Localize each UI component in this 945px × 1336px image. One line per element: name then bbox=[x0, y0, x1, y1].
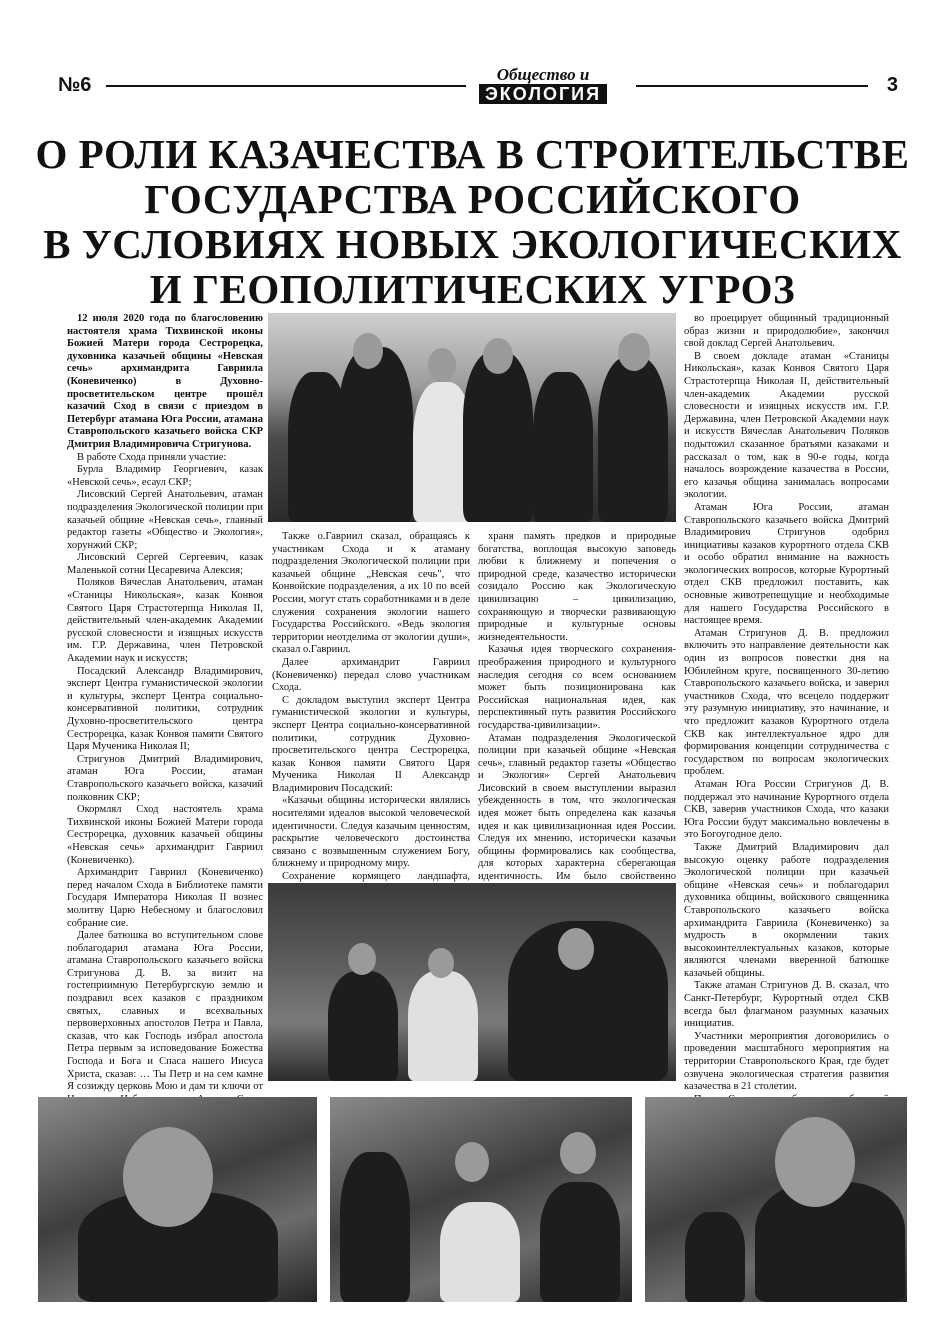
headline-line: ГОСУДАРСТВА РОССИЙСКОГО bbox=[144, 176, 801, 222]
paragraph: Далее архимандрит Гавриил (Коневиченко) передал слово участникам Схода. bbox=[272, 656, 470, 694]
paragraph: Казачья идея творческого сохранения-преображения природного и культурного наследия сегодня со всем основанием может быть позиционирована как Российская национальная идея, как перспективный путь развития Российского государства-цивилизации». bbox=[478, 644, 676, 731]
meeting-photo-library bbox=[268, 883, 676, 1081]
paragraph: Атаман Стригунов Д. В. предложил включить это направление деятельности как один из вопросов повестки дня на Юбилейном круге, посвященного 30-летию Ставропольского казачьего войска, и заверил участников Схода, что всецело поддержит эту разумную инициативу, это начинание, и что предложит казаков Курортного отдела СКВ как интеллектуальное ядро для формирования концепции сотрудничества с государством по вопросам экологических проблем. bbox=[684, 627, 889, 778]
article-column-1 bbox=[67, 313, 263, 1093]
header-rule-left bbox=[106, 85, 466, 87]
header-rule-right bbox=[636, 85, 868, 87]
article-column-2 bbox=[272, 531, 470, 889]
logo-top-text: Общество и bbox=[496, 65, 590, 84]
logo-bottom-text: ЭКОЛОГИЯ bbox=[479, 84, 607, 104]
paragraph: Лисовский Сергей Сергеевич, казак Маленькой сотни Цесаревича Алексия; bbox=[67, 552, 263, 576]
paragraph: Участники мероприятия договорились о проведении масштабного мероприятия на территории Ставропольского Края, где будет озвучена экологическая стратегия развития казачества в 21 столетии. bbox=[684, 1030, 889, 1093]
paragraph: «Казачьи общины исторически являлись носителями идеалов высокой человеческой идентичности. Следуя казачьим ценностям, раскрытие человеческого достоинства связано с возвышенным служением Богу, ближнему и природному миру. bbox=[272, 795, 470, 870]
paragraph: В своем докладе атаман «Станицы Никольская», казак Конвоя Святого Царя Страстотерпца Николая II, действительный член-академик Академии русской словесности и изящных искусств им. Г.Р. Державина, член Петровской Академии наук и искусств Вячеслав Анатольевич Поляков подытожил сказанное братьями казаками и рассказал о том, как в 90-е годы, когда началось возрождение казачества в России, его казачья община занималась вопросами экологии. bbox=[684, 350, 889, 501]
headline-line: И ГЕОПОЛИТИЧЕСКИХ УГРОЗ bbox=[149, 266, 796, 312]
portrait-photo-1 bbox=[38, 1097, 317, 1302]
headline-line: В УСЛОВИЯХ НОВЫХ ЭКОЛОГИЧЕСКИХ bbox=[43, 221, 902, 267]
paragraph: Лисовский Сергей Анатольевич, атаман подразделения Экологической полиции при казачьей общине «Невская сечь», главный редактор газеты «Общество и Экология», хорунжий СКР; bbox=[67, 489, 263, 551]
paragraph: Посадский Александр Владимирович, эксперт Центра гуманистической экологии и культуры, эксперт Центра социально-консервативной политики, сотрудник Духовно-просветительского центра Сестрорецка, казак Конвоя памяти Святого Царя Мученика Николая II; bbox=[67, 665, 263, 753]
paragraph: Поляков Вячеслав Анатольевич, атаман «Станицы Никольская», казак Конвоя Святого Царя Страстотерпца Николая II, действительный член-академик Академии русской словесности и изящных искусств им. Г.Р. Державина, член Петровской Академии наук и искусств; bbox=[67, 577, 263, 665]
page-number: 3 bbox=[886, 74, 898, 96]
portrait-photo-3 bbox=[645, 1097, 907, 1302]
group-photo-outdoor bbox=[268, 313, 676, 522]
article-headline bbox=[30, 132, 915, 312]
paragraph: Стригунов Дмитрий Владимирович, атаман Юга России, атаман Ставропольского казачьего войска, казачий полковник СКР; bbox=[67, 753, 263, 803]
page-header bbox=[48, 66, 898, 106]
paragraph: Архимандрит Гавриил (Коневиченко) перед началом Схода в Библиотеке памяти Государя Императора Николая II вознес молитву Царю Небесному и благословил собрание сие. bbox=[67, 867, 263, 929]
paragraph: Атаман подразделения Экологической полиции при казачьей общине «Невская сечь», главный редактор газеты «Общество и Экология» Сергей Анатольевич Лисовский в своем выступлении выразил убежденность в том, что экологическая идея может быть определена как казачья идея и как цивилизационная идея России. Следуя их мнению, исторически казачьи общины формировались как сообщества, для которых характерна сберегающая идентичность. Им было свойственно bbox=[478, 732, 676, 883]
headline-line: О РОЛИ КАЗАЧЕСТВА В СТРОИТЕЛЬСТВЕ bbox=[35, 131, 910, 177]
article-column-3 bbox=[478, 531, 676, 889]
paragraph: Также Дмитрий Владимирович дал высокую оценку работе подразделения Экологической полиции при казачьей общине «Невская сечь» и поблагодарил духовника общины, войскового священника Ставропольского казачьего войска архимандрита Гавриила (Коневиченко) за мудрость в окормлении таких высокоинтеллектуальных казаков, которые являются членами вверенной батюшке казачьей общины. bbox=[684, 841, 889, 979]
paragraph: во проецирует общинный традиционный образ жизни и природолюбие», закончил свой доклад Сергей Анатольевич. bbox=[684, 313, 889, 350]
paragraph: Атаман Юга России Стригунов Д. В. поддержал это начинание Курортного отдела СКВ, заверив участников Схода, что казаки Юга России будут максимально вовлечены в это Богоугодное дело. bbox=[684, 778, 889, 841]
paragraph: 12 июля 2020 года по благословению настоятеля храма Тихвинской иконы Божией Матери города Сестрорецка, духовника казачьей общины «Невская сечь» архимандрита Гавриила (Коневиченко) в Духовно-просветительском центре прошёл казачий Сход в связи с приездом в Петербург атамана Юга России, атамана Ставропольского казачьего войска СКР Дмитрия Владимировича Стригунова. bbox=[67, 313, 263, 450]
meeting-photo-2 bbox=[330, 1097, 632, 1302]
paragraph: В работе Схода приняли участие: bbox=[77, 451, 227, 463]
paragraph: Сохранение кормящего ландшафта, bbox=[282, 871, 470, 883]
paragraph: Бурла Владимир Георгиевич, казак «Невской сечь», есаул СКР; bbox=[67, 464, 263, 488]
issue-number: №6 bbox=[58, 74, 92, 96]
paragraph: Атаман Юга России, атаман Ставропольского казачьего войска Дмитрий Владимирович Стригунов одобрил инициативы казаков курортного отдела СКВ и особо обратил внимание на важность экологических вопросов, которые Курортный отдел СКВ предложил поставить, как основные животрепещущие и необходимые для нашего Государства Российского в настоящее время. bbox=[684, 501, 889, 627]
paragraph: храня память предков и природные богатства, воплощая высокую заповедь любви к ближнему и попечения о природной среде, казачество исторически созидало Россию как Экологическую цивилизацию – цивилизацию, сохраняющую и творчески развивающую природные и культурные основы жизнедеятельности. bbox=[478, 531, 676, 643]
paragraph: Также атаман Стригунов Д. В. сказал, что Санкт-Петербург, Курортный отдел СКВ всегда был флагманом разумных казачьих инициатив. bbox=[684, 980, 889, 1030]
paragraph: С докладом выступил эксперт Центра гуманистической экологии и культуры, эксперт Центра социально-консервативной политики, сотрудник Духовно-просветительского центра Сестрорецка, казак Конвоя памяти Святого Царя Мученика Николая II Александр Владимирович Посадский: bbox=[272, 694, 470, 794]
paragraph: Также о.Гавриил сказал, обращаясь к участникам Схода и к атаману подразделения Экологической полиции при казачьей общине „Невская сечь", что Конвойские подразделения, а их 10 по всей России, могут стать соработниками и в деле служения сохранения экологии нашего Государства Российского. «Ведь экология территории неотделима от экологии души», сказал о.Гавриил. bbox=[272, 531, 470, 656]
paragraph: Окормлял Сход настоятель храма Тихвинской иконы Божией Матери города Сестрорецка, духовник казачьей общины «Невская сечь» архимандрит Гавриил (Коневиченко). bbox=[67, 804, 263, 866]
paragraph: Далее батюшка во вступительном слове поблагодарил атамана Юга России, атамана Ставропольского казачьего войска Стригунова Д. В. за визит на гостеприимную Петербургскую землю и поздравил всех казаков с праздником святых, славных и всехвальных первоверховных апостолов Петра и Павла, сказав, что как Господь избрал апостола Петра первым за исповедование Божества Господа и Бога и Спаса нашего Иисуса Христа, сказав: … Ты Петр и на сем камне Я созижду церковь Мою и дам ти ключи от bbox=[67, 930, 263, 1093]
section-logo bbox=[458, 66, 628, 105]
article-column-4 bbox=[684, 313, 889, 1093]
